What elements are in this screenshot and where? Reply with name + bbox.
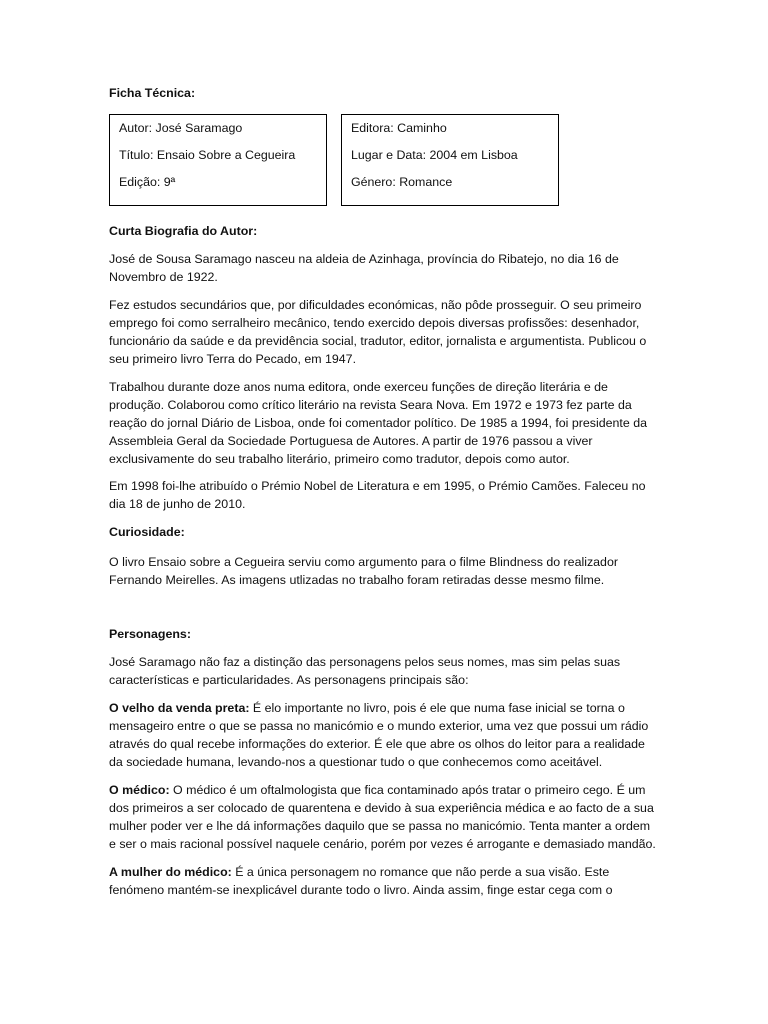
personagem-name: A mulher do médico: <box>109 865 232 879</box>
biografia-heading: Curta Biografia do Autor: <box>109 224 258 238</box>
personagem-paragraph <box>109 699 657 771</box>
editora-text: Editora: Caminho <box>351 121 447 135</box>
personagem-name: O médico: <box>109 783 170 797</box>
personagem-description: O médico é um oftalmologista que fica contaminado após tratar o primeiro cego. É um dos primeiros a ser colocado de quarentena e devido à sua experiência médica e ao facto de a sua mulher poder ver e lhe dá informações daquilo que se passa no manicómio. Tenta manter a ordem e ser o mais racional possível naquele cenário, porém por vezes é arrogante e demasiado mandão. <box>109 783 656 851</box>
ficha-tecnica-boxes <box>109 114 657 208</box>
lugar-data-text: Lugar e Data: 2004 em Lisboa <box>351 148 518 162</box>
ficha-box-left <box>109 114 327 206</box>
autor-text: Autor: José Saramago <box>119 121 243 135</box>
document-page <box>109 84 657 899</box>
personagens-heading: Personagens: <box>109 627 191 641</box>
personagem-paragraph <box>109 863 657 899</box>
biografia-paragraph: Trabalhou durante doze anos numa editora, onde exerceu funções de direção literária e de produção. Colaborou como crítico literário na revista Seara Nova. Em 1972 e 1973 fez parte da reação do jornal Diário de Lisboa, onde foi comentador político. De 1985 a 1994, foi presidente da Assembleia Geral da Sociedade Portuguesa de Autores. A partir de 1976 passou a viver exclusivamente do seu trabalho literário, primeiro como tradutor, depois como autor. <box>109 380 647 466</box>
curiosidade-paragraph: O livro Ensaio sobre a Cegueira serviu como argumento para o filme Blindness do realizador Fernando Meirelles. As imagens utlizadas no trabalho foram retiradas desse mesmo filme. <box>109 555 618 587</box>
ficha-tecnica-heading: Ficha Técnica: <box>109 86 196 100</box>
curiosidade-heading: Curiosidade: <box>109 525 185 539</box>
biografia-paragraph: Em 1998 foi-lhe atribuído o Prémio Nobel de Literatura e em 1995, o Prémio Camões. Faleceu no dia 18 de junho de 2010. <box>109 479 646 511</box>
titulo-text: Título: Ensaio Sobre a Cegueira <box>119 148 296 162</box>
genero-text: Género: Romance <box>351 175 453 189</box>
ficha-box-right <box>341 114 559 206</box>
personagem-description: É elo importante no livro, pois é ele que numa fase inicial se torna o mensageiro entre o que se passa no manicómio e o mundo exterior, uma vez que possui um rádio através do qual recebe informações do exterior. É ele que abre os olhos do leitor para a realidade da sociedade humana, levando-nos a questionar tudo o que conhecemos como aceitável. <box>109 701 649 769</box>
edicao-text: Edição: 9ª <box>119 175 176 189</box>
personagens-intro: José Saramago não faz a distinção das personagens pelos seus nomes, mas sim pelas suas características e particularidades. As personagens principais são: <box>109 655 621 687</box>
biografia-paragraph: Fez estudos secundários que, por dificuldades económicas, não pôde prosseguir. O seu primeiro emprego foi como serralheiro mecânico, tendo exercido depois diversas profissões: desenhador, funcionário da saúde e da previdência social, tradutor, editor, jornalista e argumentista. Publicou o seu primeiro livro Terra do Pecado, em 1947. <box>109 298 647 366</box>
personagem-name: O velho da venda preta: <box>109 701 250 715</box>
biografia-paragraph: José de Sousa Saramago nasceu na aldeia de Azinhaga, província do Ribatejo, no dia 16 de Novembro de 1922. <box>109 252 619 284</box>
personagem-paragraph <box>109 781 657 853</box>
personagem-description: É a única personagem no romance que não perde a sua visão. Este fenómeno mantém-se inexplicável durante todo o livro. Ainda assim, finge estar cega com o <box>109 865 613 897</box>
